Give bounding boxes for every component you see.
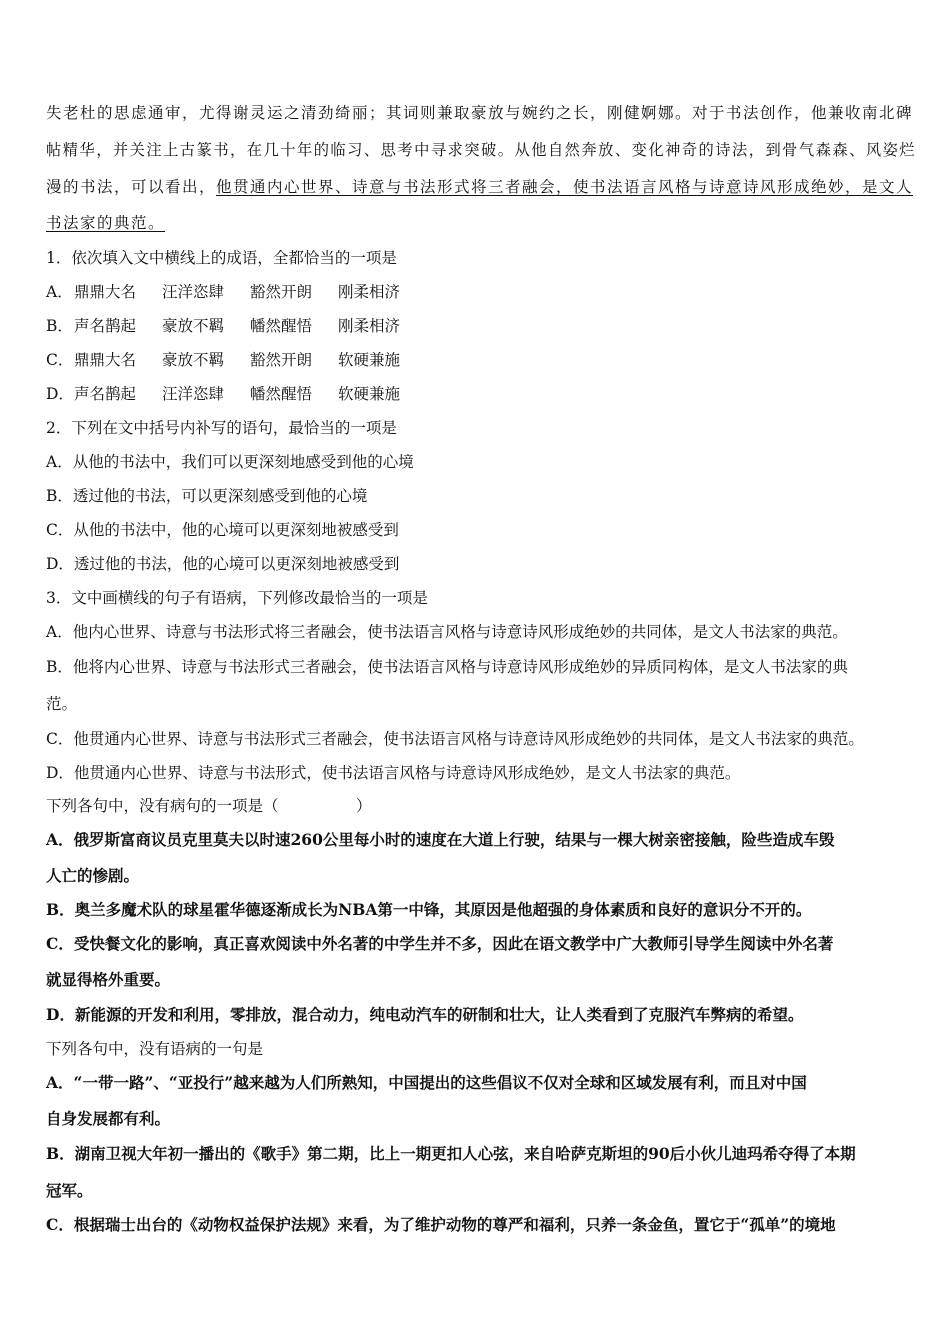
- q4-stem: 下列各句中，没有病句的一项是（ ）: [46, 797, 372, 815]
- option-item: 软硬兼施: [338, 351, 401, 369]
- q1-option-b: [46, 315, 916, 337]
- q3-option-c: C．他贯通内心世界、诗意与书法形式三者融会，使书法语言风格与诗意诗风形成绝妙的共同体，是文人书法家的典范。: [46, 730, 864, 748]
- option-item: 汪洋恣肆: [162, 385, 225, 403]
- option-item: 豁然开朗: [250, 351, 313, 369]
- q3-stem: 3．文中画横线的句子有语病，下列修改最恰当的一项是: [46, 589, 428, 607]
- q4-option-b: B．奥兰多魔术队的球星霍华德逐渐成长为NBA第一中锋，其原因是他超强的身体素质和良好的意识分不开的。: [46, 900, 812, 919]
- q5-option-b: B．湖南卫视大年初一播出的《歌手》第二期，比上一期更扣人心弦，来自哈萨克斯坦的90后小伙儿迪玛希夺得了本期: [46, 1144, 856, 1163]
- passage-line-4: [46, 212, 916, 234]
- q3-option-b-cont: 范。: [46, 695, 78, 713]
- option-item: 声名鹊起: [74, 385, 137, 403]
- passage-line-2: 帖精华，并关注上古篆书，在几十年的临习、思考中寻求突破。从他自然奔放、变化神奇的诗法，到骨气森森、风姿烂: [46, 141, 917, 159]
- q3-option-a: A．他内心世界、诗意与书法形式将三者融会，使书法语言风格与诗意诗风形成绝妙的共同体，是文人书法家的典范。: [46, 623, 848, 641]
- option-item: 幡然醒悟: [250, 385, 313, 403]
- q2-option-a: A．从他的书法中，我们可以更深刻地感受到他的心境: [46, 453, 414, 471]
- q2-option-b: B．透过他的书法，可以更深刻感受到他的心境: [46, 487, 368, 505]
- q3-option-d: D．他贯通内心世界、诗意与书法形式，使书法语言风格与诗意诗风形成绝妙，是文人书法家的典范。: [46, 764, 741, 782]
- q4-option-a: A．俄罗斯富商议员克里莫夫以时速260公里每小时的速度在大道上行驶，结果与一棵大树亲密接触，险些造成车毁: [46, 830, 835, 849]
- q3-option-b: B．他将内心世界、诗意与书法形式三者融会，使书法语言风格与诗意诗风形成绝妙的异质同构体，是文人书法家的典: [46, 658, 848, 676]
- option-label: D．: [46, 385, 74, 403]
- option-label: A．: [46, 283, 73, 301]
- q5-option-a-cont: 自身发展都有利。: [46, 1109, 171, 1128]
- q4-option-d: D．新能源的开发和利用，零排放，混合动力，纯电动汽车的研制和壮大，让人类看到了克服汽车弊病的希望。: [46, 1005, 804, 1024]
- option-item: 幡然醒悟: [250, 317, 313, 335]
- option-item: 刚柔相济: [338, 283, 401, 301]
- q1-stem: 1．依次填入文中横线上的成语，全都恰当的一项是: [46, 249, 397, 267]
- q1-option-a: [46, 281, 916, 303]
- option-item: 豪放不羁: [162, 351, 225, 369]
- underlined-sentence-end: 书法家的典范。: [46, 214, 166, 232]
- passage-line-3-plain: 漫的书法，可以看出，: [46, 178, 217, 196]
- q5-option-c: C．根据瑞士出台的《动物权益保护法规》来看，为了维护动物的尊严和福利，只养一条金鱼，置它于“孤单”的境地: [46, 1215, 836, 1234]
- q1-option-d: [46, 383, 916, 405]
- q4-option-c-cont: 就显得格外重要。: [46, 970, 171, 989]
- option-item: 刚柔相济: [338, 317, 401, 335]
- passage-line-1: 失老杜的思虑通审，尤得谢灵运之清劲绮丽；其词则兼取豪放与婉约之长，刚健婀娜。对于书法创作，他兼收南北碑: [46, 104, 914, 122]
- option-label: B．: [46, 317, 73, 335]
- option-item: 声名鹊起: [74, 317, 137, 335]
- q5-stem: 下列各句中，没有语病的一句是: [46, 1040, 264, 1058]
- option-item: 豁然开朗: [250, 283, 313, 301]
- q2-option-d: D．透过他的书法，他的心境可以更深刻地被感受到: [46, 555, 400, 573]
- q4-option-c: C．受快餐文化的影响，真正喜欢阅读中外名著的中学生并不多，因此在语文教学中广大教师引导学生阅读中外名著: [46, 934, 834, 953]
- passage-line-3: [46, 176, 916, 198]
- underlined-sentence: 他贯通内心世界、诗意与书法形式将三者融会，使书法语言风格与诗意诗风形成绝妙，是文人: [216, 178, 914, 196]
- option-item: 汪洋恣肆: [162, 283, 225, 301]
- q4-option-a-cont: 人亡的惨剧。: [46, 866, 140, 885]
- option-label: C．: [46, 351, 74, 369]
- q1-option-c: [46, 349, 916, 371]
- q5-option-b-cont: 冠军。: [46, 1181, 93, 1200]
- q2-stem: 2．下列在文中括号内补写的语句，最恰当的一项是: [46, 419, 397, 437]
- option-item: 软硬兼施: [338, 385, 401, 403]
- option-item: 鼎鼎大名: [74, 351, 137, 369]
- option-item: 鼎鼎大名: [74, 283, 137, 301]
- option-item: 豪放不羁: [162, 317, 225, 335]
- q2-option-c: C．从他的书法中，他的心境可以更深刻地被感受到: [46, 521, 399, 539]
- q5-option-a: A．“一带一路”、“亚投行”越来越为人们所熟知，中国提出的这些倡议不仅对全球和区域发展有利，而且对中国: [46, 1073, 807, 1092]
